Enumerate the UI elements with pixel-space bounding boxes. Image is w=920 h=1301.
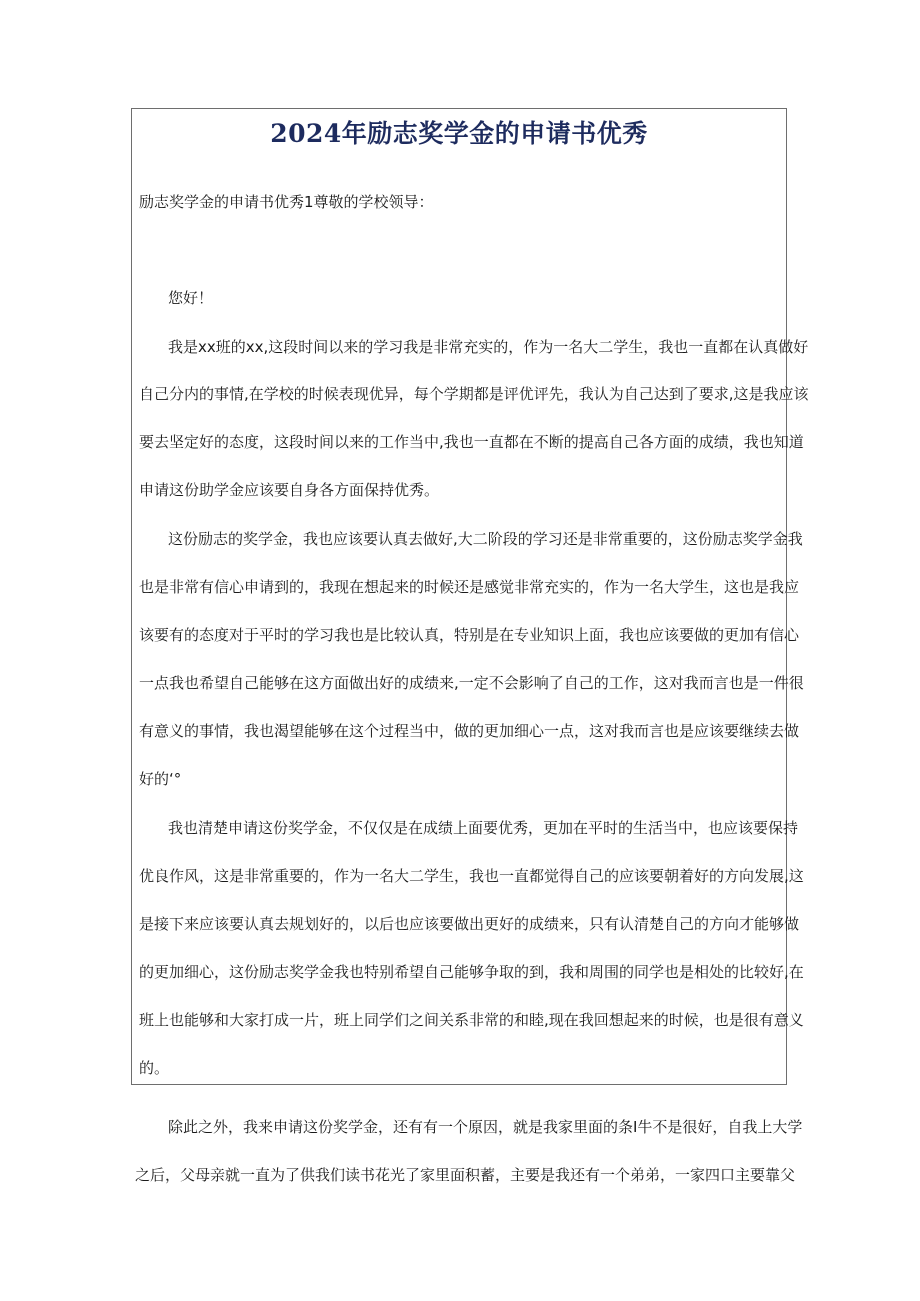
paragraph-2-line-5: 有意义的事情，我也渴望能够在这个过程当中，做的更加细心一点，这对我而言也是应该要继续去做 [139,722,800,740]
paragraph-3-line-2: 优良作风，这是非常重要的，作为一名大二学生，我也一直都觉得自己的应该要朝着好的方向发展,这 [139,867,804,885]
paragraph-2-line-6: 好的‘° [139,770,182,788]
paragraph-1-line-2: 自己分内的事情,在学校的时候表现优异，每个学期都是评优评先，我认为自己达到了要求,这是我应该 [139,385,809,403]
paragraph-1-line-4: 申请这份助学金应该要自身各方面保持优秀。 [139,481,440,499]
letter-heading: 励志奖学金的申请书优秀1尊敬的学校领导： [139,193,434,211]
paragraph-3-line-1: 我也清楚申请这份奖学金，不仅仅是在成绩上面要优秀，更加在平时的生活当中，也应该要保持 [168,819,799,837]
paragraph-2-line-2: 也是非常有信心申请到的，我现在想起来的时候还是感觉非常充实的，作为一名大学生，这也是我应 [139,578,800,596]
document-title-text: 年励志奖学金的申请书优秀 [341,119,648,148]
paragraph-3-line-6: 的。 [139,1059,170,1077]
paragraph-3-line-5: 班上也能够和大家打成一片，班上同学们之间关系非常的和睦,现在我回想起来的时候，也是很有意义 [139,1011,804,1029]
paragraph-1-line-1: 我是xx班的xx,这段时间以来的学习我是非常充实的，作为一名大二学生，我也一直都在认真做好 [168,338,809,356]
paragraph-2-line-1: 这份励志的奖学金，我也应该要认真去做好,大二阶段的学习还是非常重要的，这份励志奖学金我 [168,530,803,548]
letter-greeting: 您好！ [168,289,214,307]
paragraph-1-line-3: 要去坚定好的态度，这段时间以来的工作当中,我也一直都在不断的提高自己各方面的成绩，我也知道 [139,433,804,451]
paragraph-4-line-1: 除此之外，我来申请这份奖学金，还有有一个原因，就是我家里面的条Ι牛不是很好，自我上大学 [168,1118,803,1136]
paragraph-4-line-2: 之后，父母亲就一直为了供我们读书花光了家里面积蓄，主要是我还有一个弟弟，一家四口主要靠父 [135,1166,796,1184]
paragraph-2-line-4: 一点我也希望自己能够在这方面做出好的成绩来,一定不会影响了自己的工作，这对我而言也是一件很 [139,674,804,692]
paragraph-3-line-3: 是接下来应该要认真去规划好的，以后也应该要做出更好的成绩来，只有认清楚自己的方向才能够做 [139,915,800,933]
paragraph-3-line-4: 的更加细心，这份励志奖学金我也特别希望自己能够争取的到，我和周围的同学也是相处的比较好,在 [139,963,804,981]
document-title-year: 2024 [270,119,342,148]
paragraph-2-line-3: 该要有的态度对于平时的学习我也是比较认真，特别是在专业知识上面，我也应该要做的更加有信心 [139,626,800,644]
document-title [131,116,787,152]
